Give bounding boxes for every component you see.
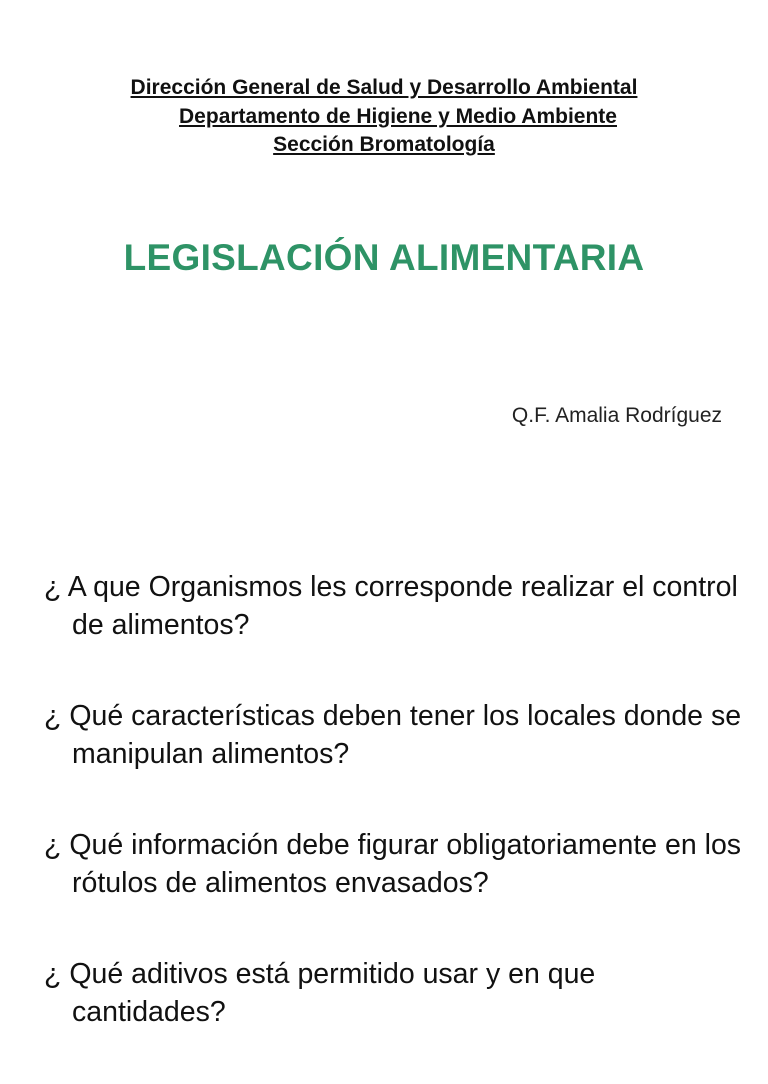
header-department: Departamento de Higiene y Medio Ambiente: [179, 104, 617, 128]
header-line-2: [0, 103, 768, 132]
header-section: Sección Bromatología: [273, 133, 495, 156]
questions-list: [44, 568, 744, 1084]
document-header: [0, 74, 768, 160]
question-item: ¿ Qué características deben tener los locales donde se manipulan alimentos?: [44, 700, 742, 770]
header-organization: Dirección General de Salud y Desarrollo Ambiental: [130, 76, 638, 99]
author-name: Q.F. Amalia Rodríguez: [511, 404, 722, 427]
header-line-1: [0, 74, 768, 103]
header-line-3: [0, 131, 768, 160]
question-item: ¿ Qué aditivos está permitido usar y en que cantidades?: [44, 958, 596, 1028]
document-title: LEGISLACIÓN ALIMENTARIA: [123, 237, 645, 278]
question-item: ¿ Qué información debe figurar obligatoriamente en los rótulos de alimentos envasados?: [44, 829, 742, 899]
question-item: ¿ A que Organismos les corresponde realizar el control de alimentos?: [44, 571, 738, 641]
